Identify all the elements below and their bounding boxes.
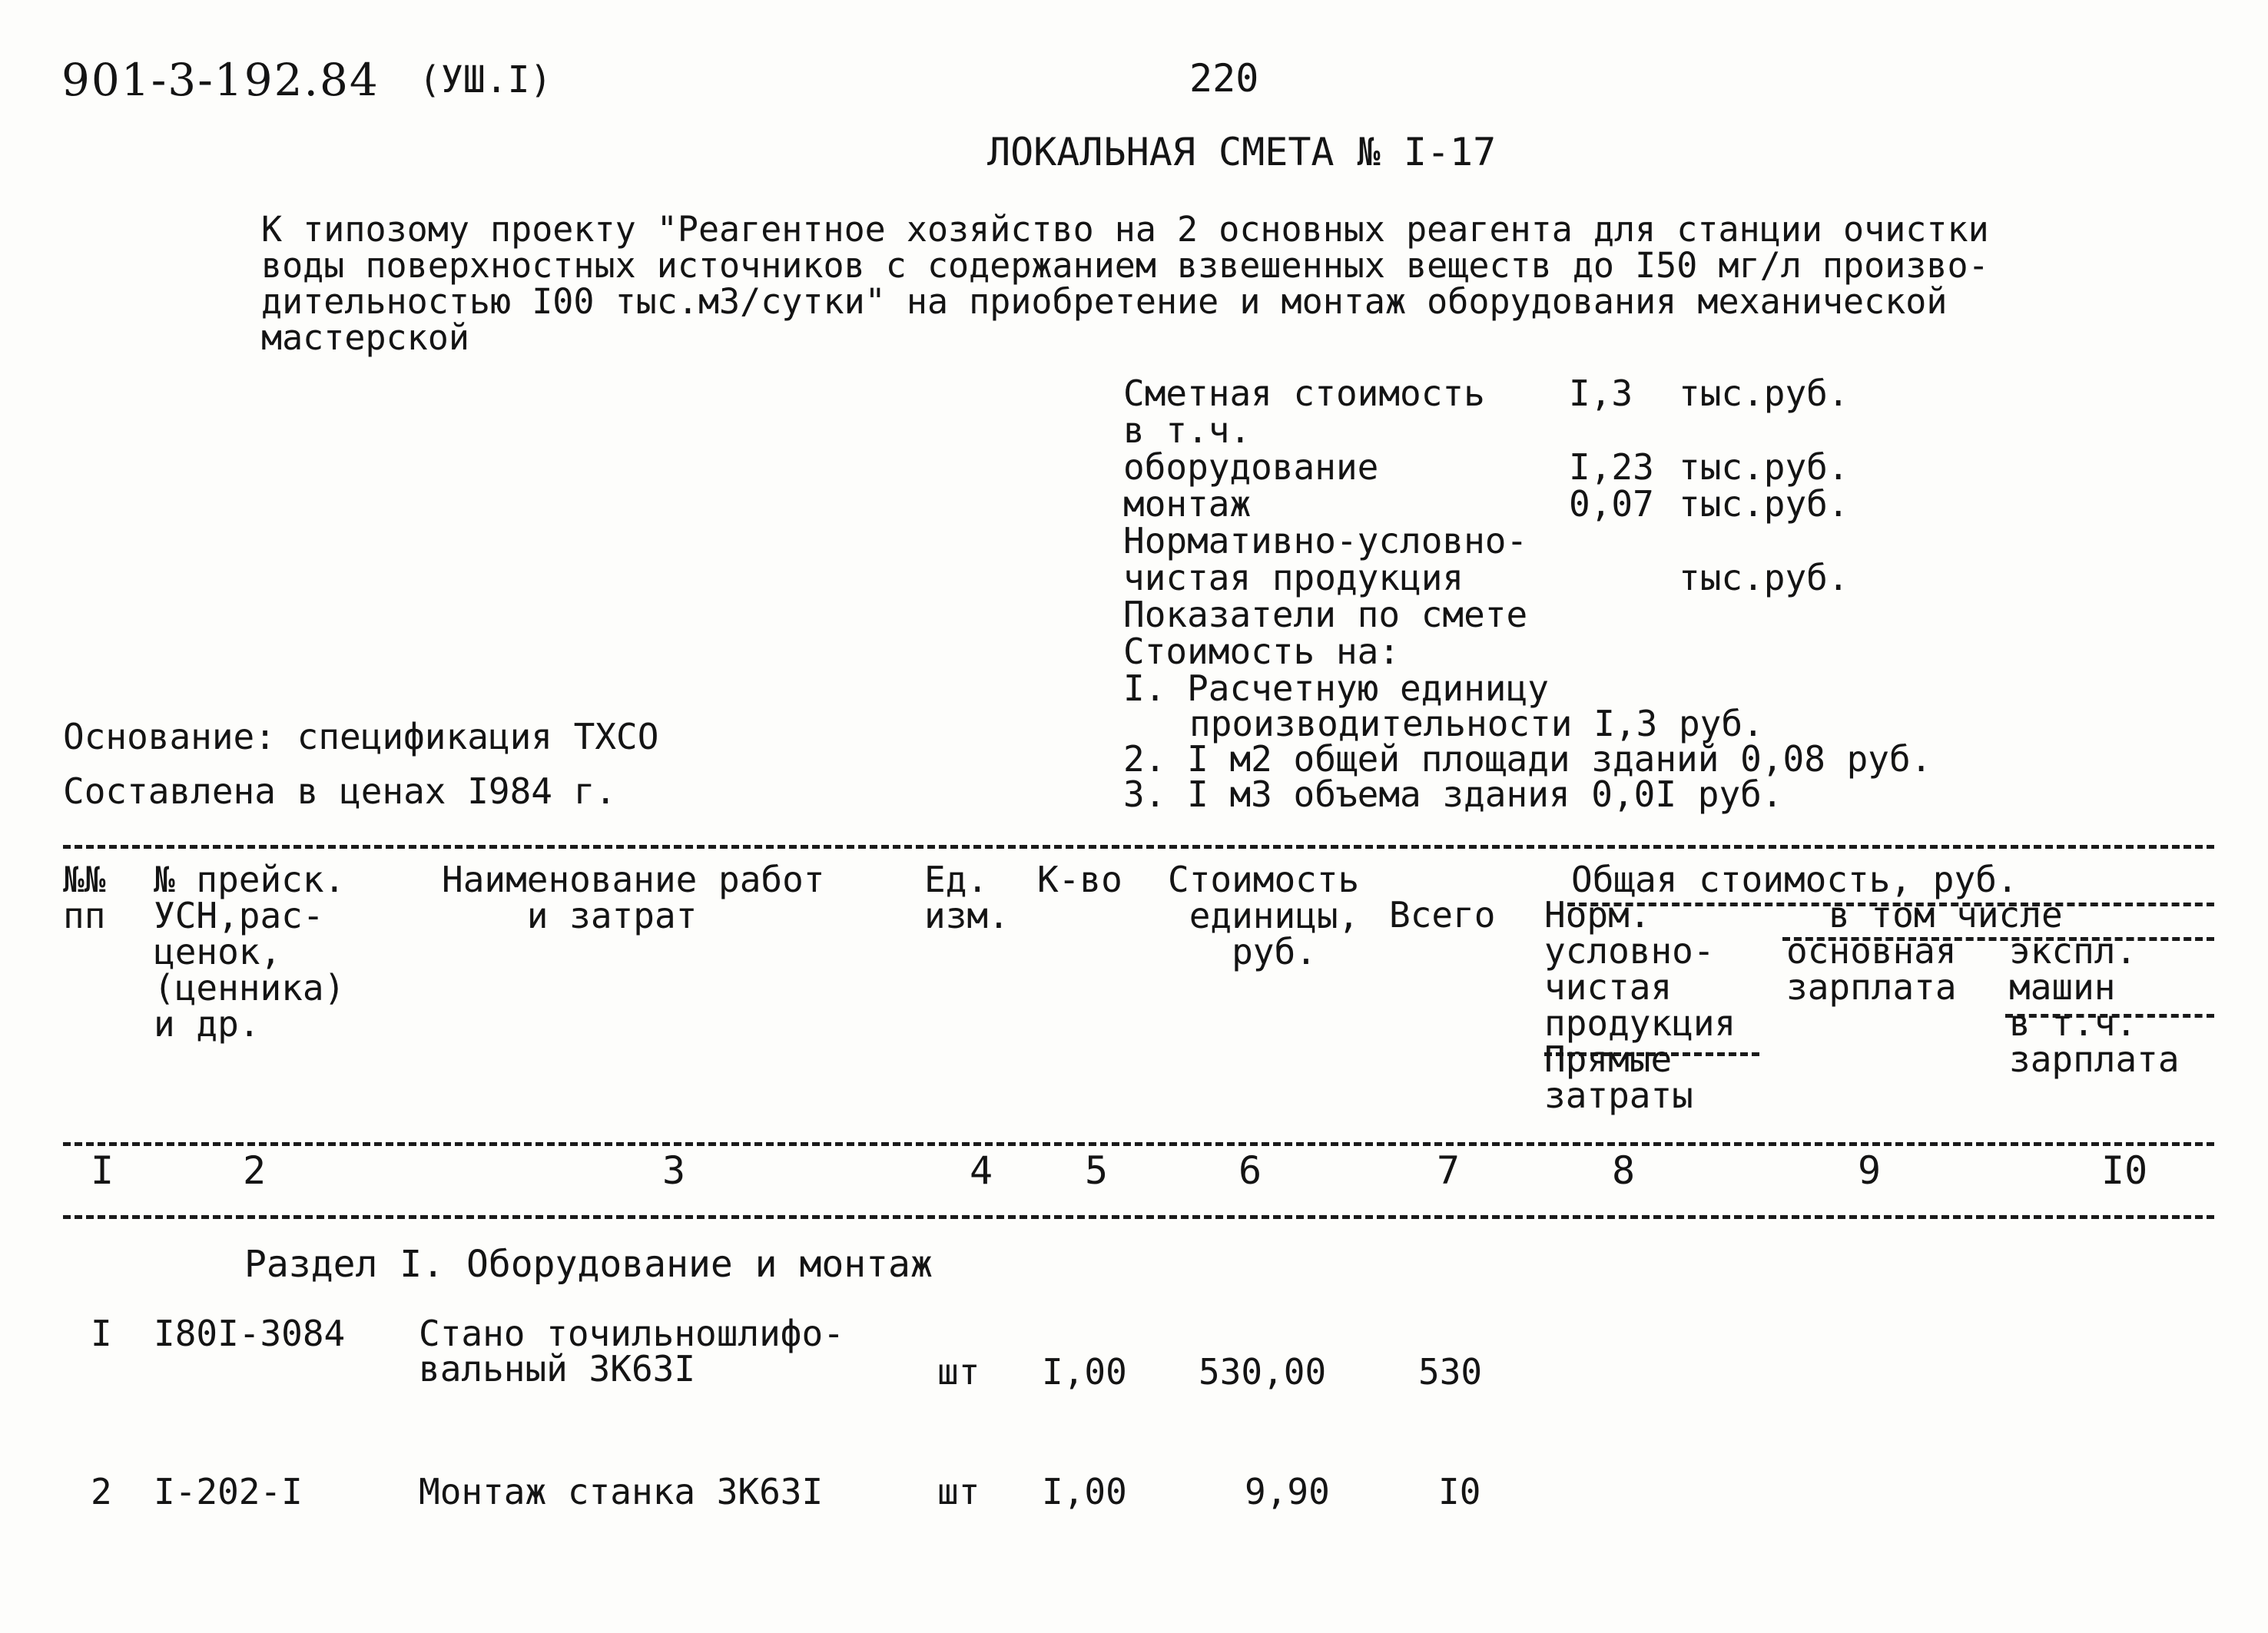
row-price-code: I-202-I	[154, 1471, 303, 1512]
row-total: I0	[1438, 1471, 1481, 1512]
indicator-2: 2. I м2 общей площади зданий 0,08 руб.	[1123, 738, 1932, 780]
mounting-value: 0,07	[1569, 483, 1654, 525]
prices-text: Составлена в ценах I984 г.	[63, 770, 617, 812]
header-row-number: №№ пп	[63, 859, 106, 936]
section-title: Раздел I. Оборудование и монтаж	[244, 1243, 933, 1286]
cost-per-label: Стоимость на:	[1123, 631, 1401, 672]
column-number: 6	[1238, 1148, 1262, 1193]
row-quantity: I,00	[1042, 1471, 1127, 1512]
header-quantity: К-во	[1037, 859, 1122, 900]
column-number: 5	[1085, 1148, 1109, 1193]
mounting-unit: тыс.руб.	[1679, 483, 1849, 525]
project-description	[261, 211, 1989, 356]
project-desc-line: воды поверхностных источников с содержанием взвешенных веществ до I50 мг/л произво-	[261, 245, 1989, 286]
row-total: 530	[1418, 1351, 1483, 1393]
nup-label-line1: Нормативно-условно-	[1123, 520, 1528, 561]
header-machine-operation: экспл. машин в т.ч. зарплата	[2009, 930, 2180, 1080]
column-number: I	[91, 1148, 114, 1193]
column-number: 8	[1612, 1148, 1636, 1193]
header-total: Всего	[1389, 894, 1496, 936]
document-code: 901-3-192.84	[61, 54, 380, 106]
volume-label: (УШ.I)	[419, 58, 552, 101]
mounting-label: монтаж	[1123, 483, 1252, 525]
row-unit: шт	[937, 1351, 980, 1393]
row-unit-cost: 530,00	[1199, 1351, 1327, 1393]
column-number: I0	[2101, 1148, 2148, 1193]
column-number: 9	[1858, 1148, 1882, 1193]
estimated-cost-unit: тыс.руб.	[1679, 373, 1849, 414]
page-number: 220	[1189, 56, 1259, 101]
header-total-cost: Общая стоимость, руб.	[1571, 859, 2018, 900]
column-number: 3	[662, 1148, 686, 1193]
header-price-list: № прейск. УСН,рас- ценок, (ценника) и др.	[154, 859, 346, 1045]
basis-text: Основание: спецификация ТХСО	[63, 716, 659, 757]
project-desc-line: К типозому проекту "Реагентное хозяйство на 2 основных реагента для станции очистки	[261, 209, 1989, 250]
including-label: в т.ч.	[1123, 409, 1252, 451]
indicator-3: 3. I м3 объема здания 0,0I руб.	[1123, 773, 1783, 815]
header-base-salary: основная зарплата	[1786, 930, 1957, 1008]
equipment-value: I,23	[1569, 446, 1654, 488]
header-unit: Ед. изм.	[924, 859, 1010, 936]
project-desc-line: дительностью I00 тыс.м3/сутки" на приобретение и монтаж оборудования механической	[261, 281, 1948, 322]
row-price-code: I80I-3084	[154, 1313, 346, 1354]
header-including: в том числе	[1829, 894, 2063, 936]
equipment-label: оборудование	[1123, 446, 1379, 488]
columns-number-top-rule	[63, 1142, 2214, 1146]
estimated-cost-label: Сметная стоимость	[1123, 373, 1485, 414]
indicator-1-line2: производительности I,3 руб.	[1189, 703, 1764, 744]
row-name-line1: Монтаж станка 3К63I	[419, 1471, 824, 1512]
project-desc-line: мастерской	[261, 317, 469, 358]
column-number: 4	[970, 1148, 993, 1193]
row-number: I	[91, 1313, 112, 1354]
columns-number-bottom-rule	[63, 1215, 2214, 1219]
row-quantity: I,00	[1042, 1351, 1127, 1393]
indicator-1-line1: I. Расчетную единицу	[1123, 667, 1549, 709]
row-unit: шт	[937, 1471, 980, 1512]
header-nup-direct-costs: Норм. условно- чистая продукция Прямые затраты	[1544, 894, 1736, 1116]
nup-unit: тыс.руб.	[1679, 557, 1849, 598]
estimate-title: ЛОКАЛЬНАЯ СМЕТА № I-17	[987, 130, 1497, 174]
table-top-rule	[63, 845, 2214, 849]
header-work-name: Наименование работ и затрат	[442, 859, 825, 936]
column-number: 7	[1437, 1148, 1461, 1193]
equipment-unit: тыс.руб.	[1679, 446, 1849, 488]
row-name-line1: Стано точильношлифо-	[419, 1313, 844, 1354]
estimated-cost-value: I,3	[1569, 373, 1633, 414]
indicators-label: Показатели по смете	[1123, 594, 1528, 635]
column-number: 2	[243, 1148, 267, 1193]
row-name-line2: вальный 3К63I	[419, 1348, 696, 1390]
row-unit-cost: 9,90	[1245, 1471, 1330, 1512]
row-number: 2	[91, 1471, 112, 1512]
header-unit-cost: Стоимость единицы, руб.	[1168, 859, 1360, 972]
nup-label-line2: чистая продукция	[1123, 557, 1464, 598]
